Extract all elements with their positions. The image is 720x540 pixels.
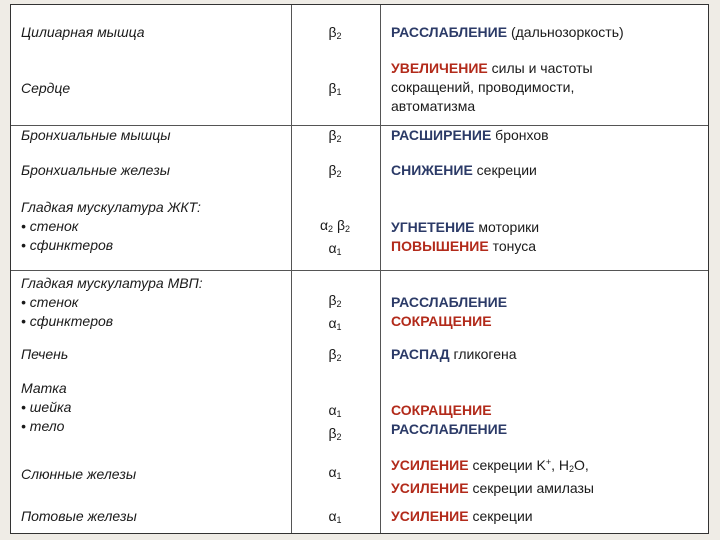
receptor-line (303, 291, 367, 314)
receptor-line (303, 161, 367, 184)
effect-text: секреции (468, 508, 533, 524)
organ-line: Гладкая мускулатура ЖКТ: (21, 199, 201, 215)
organ-line: • шейка (21, 399, 72, 415)
receptor-subtype: 2 (328, 224, 334, 234)
effect-cell (391, 345, 517, 364)
receptor-subtype: 2 (336, 134, 342, 144)
table-row (11, 343, 708, 375)
organ-line: Сердце (21, 80, 71, 96)
receptor-line (303, 345, 367, 368)
organ-line: Бронхиальные железы (21, 162, 171, 178)
effect-line (391, 78, 593, 97)
effect-keyword: РАССЛАБЛЕНИЕ (391, 24, 508, 40)
organ-cell (21, 79, 70, 98)
effect-text: моторики (474, 219, 540, 235)
effect-text: силы и частоты (487, 60, 593, 76)
effect-keyword: УСИЛЕНИЕ (391, 480, 469, 496)
effect-text: тонуса (488, 238, 536, 254)
effect-keyword: СНИЖЕНИЕ (391, 162, 473, 178)
receptor-line (303, 216, 367, 239)
effect-line (391, 420, 507, 439)
effect-line (391, 312, 507, 331)
effect-line (391, 23, 624, 42)
effect-line (391, 345, 517, 364)
receptor-symbol: β (328, 127, 337, 143)
receptor-line (303, 507, 367, 530)
organ-line: Потовые железы (21, 508, 137, 524)
effect-line (391, 59, 593, 78)
receptor-line (303, 79, 367, 102)
organ-cell (21, 345, 68, 364)
receptor-symbol: α (328, 402, 337, 418)
receptor-symbol: β (328, 80, 337, 96)
receptor-cell (303, 345, 367, 368)
organ-cell (21, 161, 170, 180)
receptor-subtype: 1 (336, 471, 342, 481)
organ-cell (21, 507, 137, 526)
receptor-cell (303, 161, 367, 184)
effect-cell (391, 161, 537, 180)
receptor-cell (303, 23, 367, 46)
effect-text: + (545, 457, 552, 467)
organ-line: Слюнные железы (21, 466, 137, 482)
organ-line: Гладкая мускулатура МВП: (21, 275, 203, 291)
effect-keyword: УВЕЛИЧЕНИЕ (391, 60, 488, 76)
receptor-symbol: β (328, 24, 337, 40)
effect-text: секреции K (468, 457, 546, 473)
table-row (11, 126, 708, 158)
effect-line (391, 293, 507, 312)
receptor-symbol: β (328, 425, 337, 441)
receptor-cell (303, 291, 367, 337)
effect-cell (391, 453, 594, 498)
effect-keyword: РАСПАД (391, 346, 450, 362)
receptor-cell (303, 507, 367, 530)
receptor-subtype: 2 (336, 169, 342, 179)
organ-cell (21, 379, 71, 436)
receptor-line (303, 23, 367, 46)
effect-cell (391, 293, 507, 331)
effect-text: автоматизма (391, 98, 476, 114)
effect-line (391, 97, 593, 116)
organ-line: Печень (21, 346, 69, 362)
organ-cell (21, 274, 203, 331)
effect-line (391, 453, 594, 479)
receptor-subtype: 2 (336, 299, 342, 309)
effect-keyword: СОКРАЩЕНИЕ (391, 402, 492, 418)
effect-keyword: РАССЛАБЛЕНИЕ (391, 294, 508, 310)
effect-text: (дальнозоркость) (507, 24, 624, 40)
effect-line (391, 401, 507, 420)
table-row (11, 59, 708, 126)
organ-cell (21, 198, 201, 255)
receptor-symbol: α (328, 315, 337, 331)
organ-cell (21, 126, 171, 145)
receptor-subtype: 2 (336, 31, 342, 41)
effect-text: , H (551, 457, 569, 473)
organ-cell (21, 23, 145, 42)
effect-keyword: РАСШИРЕНИЕ (391, 127, 492, 143)
organ-line: Бронхиальные мышцы (21, 127, 171, 143)
effect-text: гликогена (449, 346, 517, 362)
table-row (11, 196, 708, 271)
receptor-subtype: 1 (336, 409, 342, 419)
effect-keyword: РАССЛАБЛЕНИЕ (391, 421, 508, 437)
receptor-line (303, 239, 367, 262)
receptor-line (303, 463, 367, 486)
table-row (11, 503, 708, 533)
organ-line: Цилиарная мышца (21, 24, 145, 40)
effect-cell (391, 126, 549, 145)
receptor-subtype: 1 (336, 322, 342, 332)
receptor-symbol: α (319, 217, 329, 233)
table-row (11, 158, 708, 196)
effect-cell (391, 23, 624, 42)
receptor-subtype: 2 (336, 353, 342, 363)
effect-line (391, 126, 549, 145)
organ-line: • стенок (21, 218, 79, 234)
table-row (11, 5, 708, 59)
receptor-symbol: β (328, 162, 337, 178)
organ-line: • сфинктеров (21, 313, 114, 329)
effect-cell (391, 218, 539, 256)
receptor-table (10, 4, 709, 534)
receptor-subtype: 1 (336, 515, 342, 525)
table-row (11, 453, 708, 503)
organ-line: • стенок (21, 294, 79, 310)
effect-line (391, 218, 539, 237)
receptor-subtype: 2 (336, 432, 342, 442)
table-row (11, 375, 708, 453)
effect-cell (391, 507, 533, 526)
receptor-symbol: α (328, 240, 337, 256)
effect-text: секреции амилазы (468, 480, 594, 496)
receptor-cell (303, 463, 367, 486)
receptor-cell (303, 401, 367, 447)
receptor-symbol: β (328, 346, 337, 362)
receptor-cell (303, 79, 367, 102)
effect-cell (391, 59, 593, 116)
organ-cell (21, 465, 136, 484)
effect-text: сокращений, проводимости, (391, 79, 575, 95)
receptor-symbol: β (328, 292, 337, 308)
effect-keyword: УГНЕТЕНИЕ (391, 219, 475, 235)
effect-keyword: УСИЛЕНИЕ (391, 508, 469, 524)
receptor-symbol: α (328, 464, 337, 480)
organ-line: • тело (21, 418, 65, 434)
effect-line (391, 237, 539, 256)
effect-cell (391, 401, 507, 439)
receptor-subtype: 1 (336, 247, 342, 257)
receptor-line (303, 126, 367, 149)
receptor-subtype: 1 (336, 87, 342, 97)
effect-text: 2 (568, 464, 574, 474)
receptor-line (303, 401, 367, 424)
organ-line: • сфинктеров (21, 237, 114, 253)
receptor-line (303, 314, 367, 337)
receptor-cell (303, 126, 367, 149)
effect-keyword: ПОВЫШЕНИЕ (391, 238, 489, 254)
effect-line (391, 479, 594, 498)
effect-keyword: УСИЛЕНИЕ (391, 457, 469, 473)
receptor-symbol: β (336, 217, 346, 233)
effect-text: бронхов (491, 127, 549, 143)
effect-line (391, 507, 533, 526)
receptor-line (303, 424, 367, 447)
receptor-cell (303, 216, 367, 262)
effect-text: O, (574, 457, 589, 473)
effect-line (391, 161, 537, 180)
effect-keyword: СОКРАЩЕНИЕ (391, 313, 492, 329)
receptor-symbol: α (328, 508, 337, 524)
table-row (11, 271, 708, 343)
organ-line: Матка (21, 380, 67, 396)
receptor-subtype: 2 (345, 224, 351, 234)
effect-text: секреции (472, 162, 537, 178)
